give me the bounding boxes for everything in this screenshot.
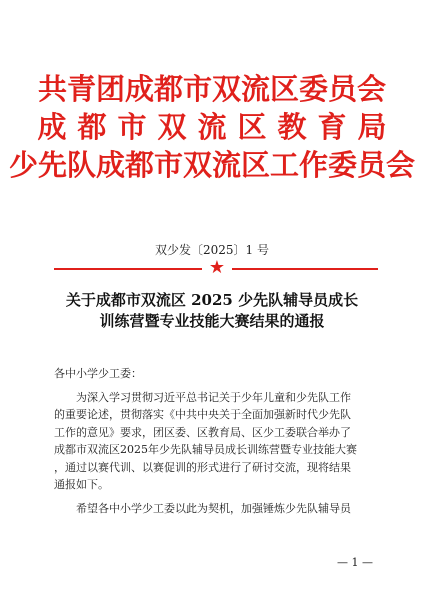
header-line-youth-league: 共青团成都市双流区委员会 (37, 72, 386, 106)
title-line-2: 训练营暨专业技能大赛结果的通报 (99, 312, 325, 330)
document-number: 双少发〔2025〕1 号 (155, 243, 269, 257)
paragraph1-line: 工作的意见》要求，团区委、区教育局、区少工委联合举办了 (54, 425, 351, 439)
page-number: — 1 — (337, 556, 373, 569)
paragraph1-line: ，通过以赛代训、以赛促训的形式进行了研讨交流，现将结果 (54, 460, 351, 474)
paragraph1-line: 的重要论述，贯彻落实《中共中央关于全面加强新时代少先队 (54, 408, 351, 421)
title-line-1: 关于成都市双流区 2025 少先队辅导员成长 (65, 291, 359, 309)
salutation: 各中小学少工委： (54, 367, 142, 380)
document-title (30, 290, 394, 332)
red-divider-left (54, 268, 202, 270)
header-line-young-pioneers: 少先队成都市双流区工作委员会 (8, 148, 415, 182)
star-icon: ★ (208, 257, 226, 278)
paragraph1-line: 通报如下。 (54, 478, 109, 491)
paragraph1-line: 成都市双流区2025年少先队辅导员成长训练营暨专业技能大赛 (54, 443, 357, 456)
paragraph1-line: 为深入学习贯彻习近平总书记关于少年儿童和少先队工作 (76, 390, 351, 404)
header-line-education-bureau: 成都市双流区教育局 (37, 110, 398, 144)
issuing-organizations-header (0, 70, 424, 184)
paragraph2-line: 希望各中小学少工委以此为契机，加强锤炼少先队辅导员 (76, 501, 351, 515)
red-divider-right (232, 268, 378, 270)
document-body (54, 365, 374, 517)
